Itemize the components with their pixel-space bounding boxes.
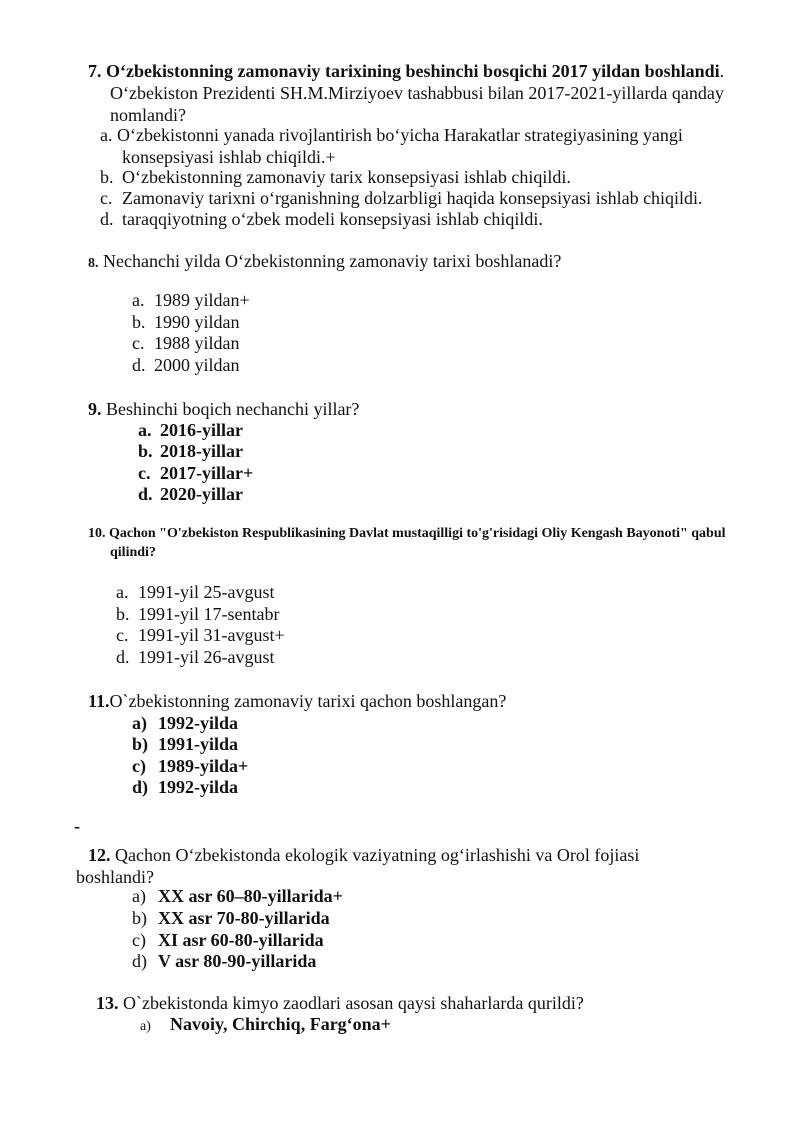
option-9c [138,463,253,485]
option-12d [132,951,316,973]
option-text: 2000 yildan [154,355,240,375]
option-8d [132,355,240,377]
option-label: b. [100,167,114,187]
option-text: 1989 yildan+ [154,290,250,310]
option-label: b) [132,908,147,928]
question-text: O`zbekistonda kimyo zaodlari asosan qaysi shaharlarda qurildi? [118,993,584,1013]
option-text: XX asr 70-80-yillarida [158,908,330,928]
question-12 [76,844,716,888]
option-7b [100,167,571,189]
option-label: d. [100,209,114,229]
option-8b [132,312,240,334]
question-number: 10. [88,526,106,541]
question-text: Nechanchi yilda O‘zbekistonning zamonaviy tarixi boshlanadi? [98,251,562,271]
option-label: b. [138,441,153,461]
option-text: O‘zbekistonni yanada rivojlantirish bo‘yicha Harakatlar strategiyasining yangi konsepsiyasi ishlab chiqildi.+ [117,125,683,167]
option-text: 1992-yilda [158,713,239,733]
question-number: 11. [88,691,110,711]
option-12b [132,908,330,930]
option-text: V asr 80-90-yillarida [158,951,317,971]
question-text: Qachon "O'zbekiston Respublikasining Davlat mustaqilligi to'g'risidagi Oliy Kengash Bayonoti" qabul qilindi? [105,526,726,560]
question-7 [88,60,760,126]
question-10 [88,524,740,562]
option-label: c. [116,625,129,645]
question-9 [88,398,359,420]
option-9a [138,420,243,442]
option-label: a. [116,582,129,602]
option-9b [138,441,243,463]
option-text: 2020-yillar [160,484,243,504]
option-label: a. [100,125,113,145]
option-8c [132,333,240,355]
separator-dash: - [74,816,80,836]
option-label: c. [100,188,113,208]
option-10c [116,625,285,647]
option-text: 1988 yildan [154,333,240,353]
option-text: 1991-yil 31-avgust+ [138,625,285,645]
question-number: 13. [96,993,119,1013]
question-text: O`zbekistonning zamonaviy tarixi qachon boshlangan? [109,691,507,711]
option-text: XI asr 60-80-yillarida [158,930,324,950]
option-text: O‘zbekistonning zamonaviy tarix konsepsiyasi ishlab chiqildi. [122,167,571,187]
option-label: c) [132,756,146,776]
option-10d [116,647,275,669]
question-number: 7. [88,61,102,81]
question-number: 12. [88,845,111,865]
option-12c [132,930,324,952]
option-text: 1992-yilda [158,777,239,797]
option-label: c) [132,930,146,950]
option-text: taraqqiyotning o‘zbek modeli konsepsiyasi ishlab chiqildi. [122,209,543,229]
question-text: Qachon O‘zbekistonda ekologik vaziyatning og‘irlashishi va Orol fojiasi boshlandi? [76,845,640,887]
option-11d [132,777,238,799]
option-11c [132,756,248,778]
option-text: Navoiy, Chirchiq, Farg‘ona+ [170,1014,391,1034]
option-label: d. [132,355,146,375]
option-text: 1991-yilda [158,734,239,754]
question-text-bold: O‘zbekistonning zamonaviy tarixining beshinchi bosqichi 2017 yildan boshlandi [101,61,720,81]
option-text: 2017-yillar+ [160,463,254,483]
option-label: c. [138,463,151,483]
question-11 [88,690,506,712]
option-label: a) [140,1019,151,1034]
question-text: Beshinchi boqich nechanchi yillar? [101,399,360,419]
option-10a [116,582,275,604]
option-7a [100,124,762,168]
option-text: 1991-yil 26-avgust [138,647,275,667]
option-label: b) [132,734,149,754]
option-10b [116,604,279,626]
option-label: a. [138,420,152,440]
option-label: a) [132,886,146,906]
question-8 [88,250,561,273]
option-text: 2016-yillar [160,420,243,440]
option-7d [100,209,543,231]
option-8a [132,290,250,312]
option-text: XX asr 60–80-yillarida+ [158,886,343,906]
option-label: d. [116,647,130,667]
option-9d [138,484,243,506]
question-13 [96,992,584,1014]
option-label: d) [132,777,149,797]
option-11b [132,734,238,756]
question-number: 9. [88,399,102,419]
option-label: b. [132,312,146,332]
option-text: 1989-yilda+ [158,756,249,776]
question-number: 8. [88,256,99,271]
option-text: 1990 yildan [154,312,240,332]
option-label: a. [132,290,145,310]
option-text: 1991-yil 25-avgust [138,582,275,602]
option-text: Zamonaviy tarixni o‘rganishning dolzarbligi haqida konsepsiyasi ishlab chiqildi. [122,188,703,208]
option-11a [132,713,238,735]
option-12a [132,886,343,908]
option-label: a) [132,713,147,733]
option-text: 1991-yil 17-sentabr [138,604,280,624]
option-label: d) [132,951,147,971]
option-label: d. [138,484,153,504]
option-13a [140,1014,391,1036]
option-7c [100,188,703,210]
option-label: b. [116,604,130,624]
option-label: c. [132,333,145,353]
question-text: . O‘zbekiston Prezidenti SH.M.Mirziyoev tashabbusi bilan 2017-2021-yillarda qanday nomlandi? [110,61,725,125]
option-text: 2018-yillar [160,441,243,461]
